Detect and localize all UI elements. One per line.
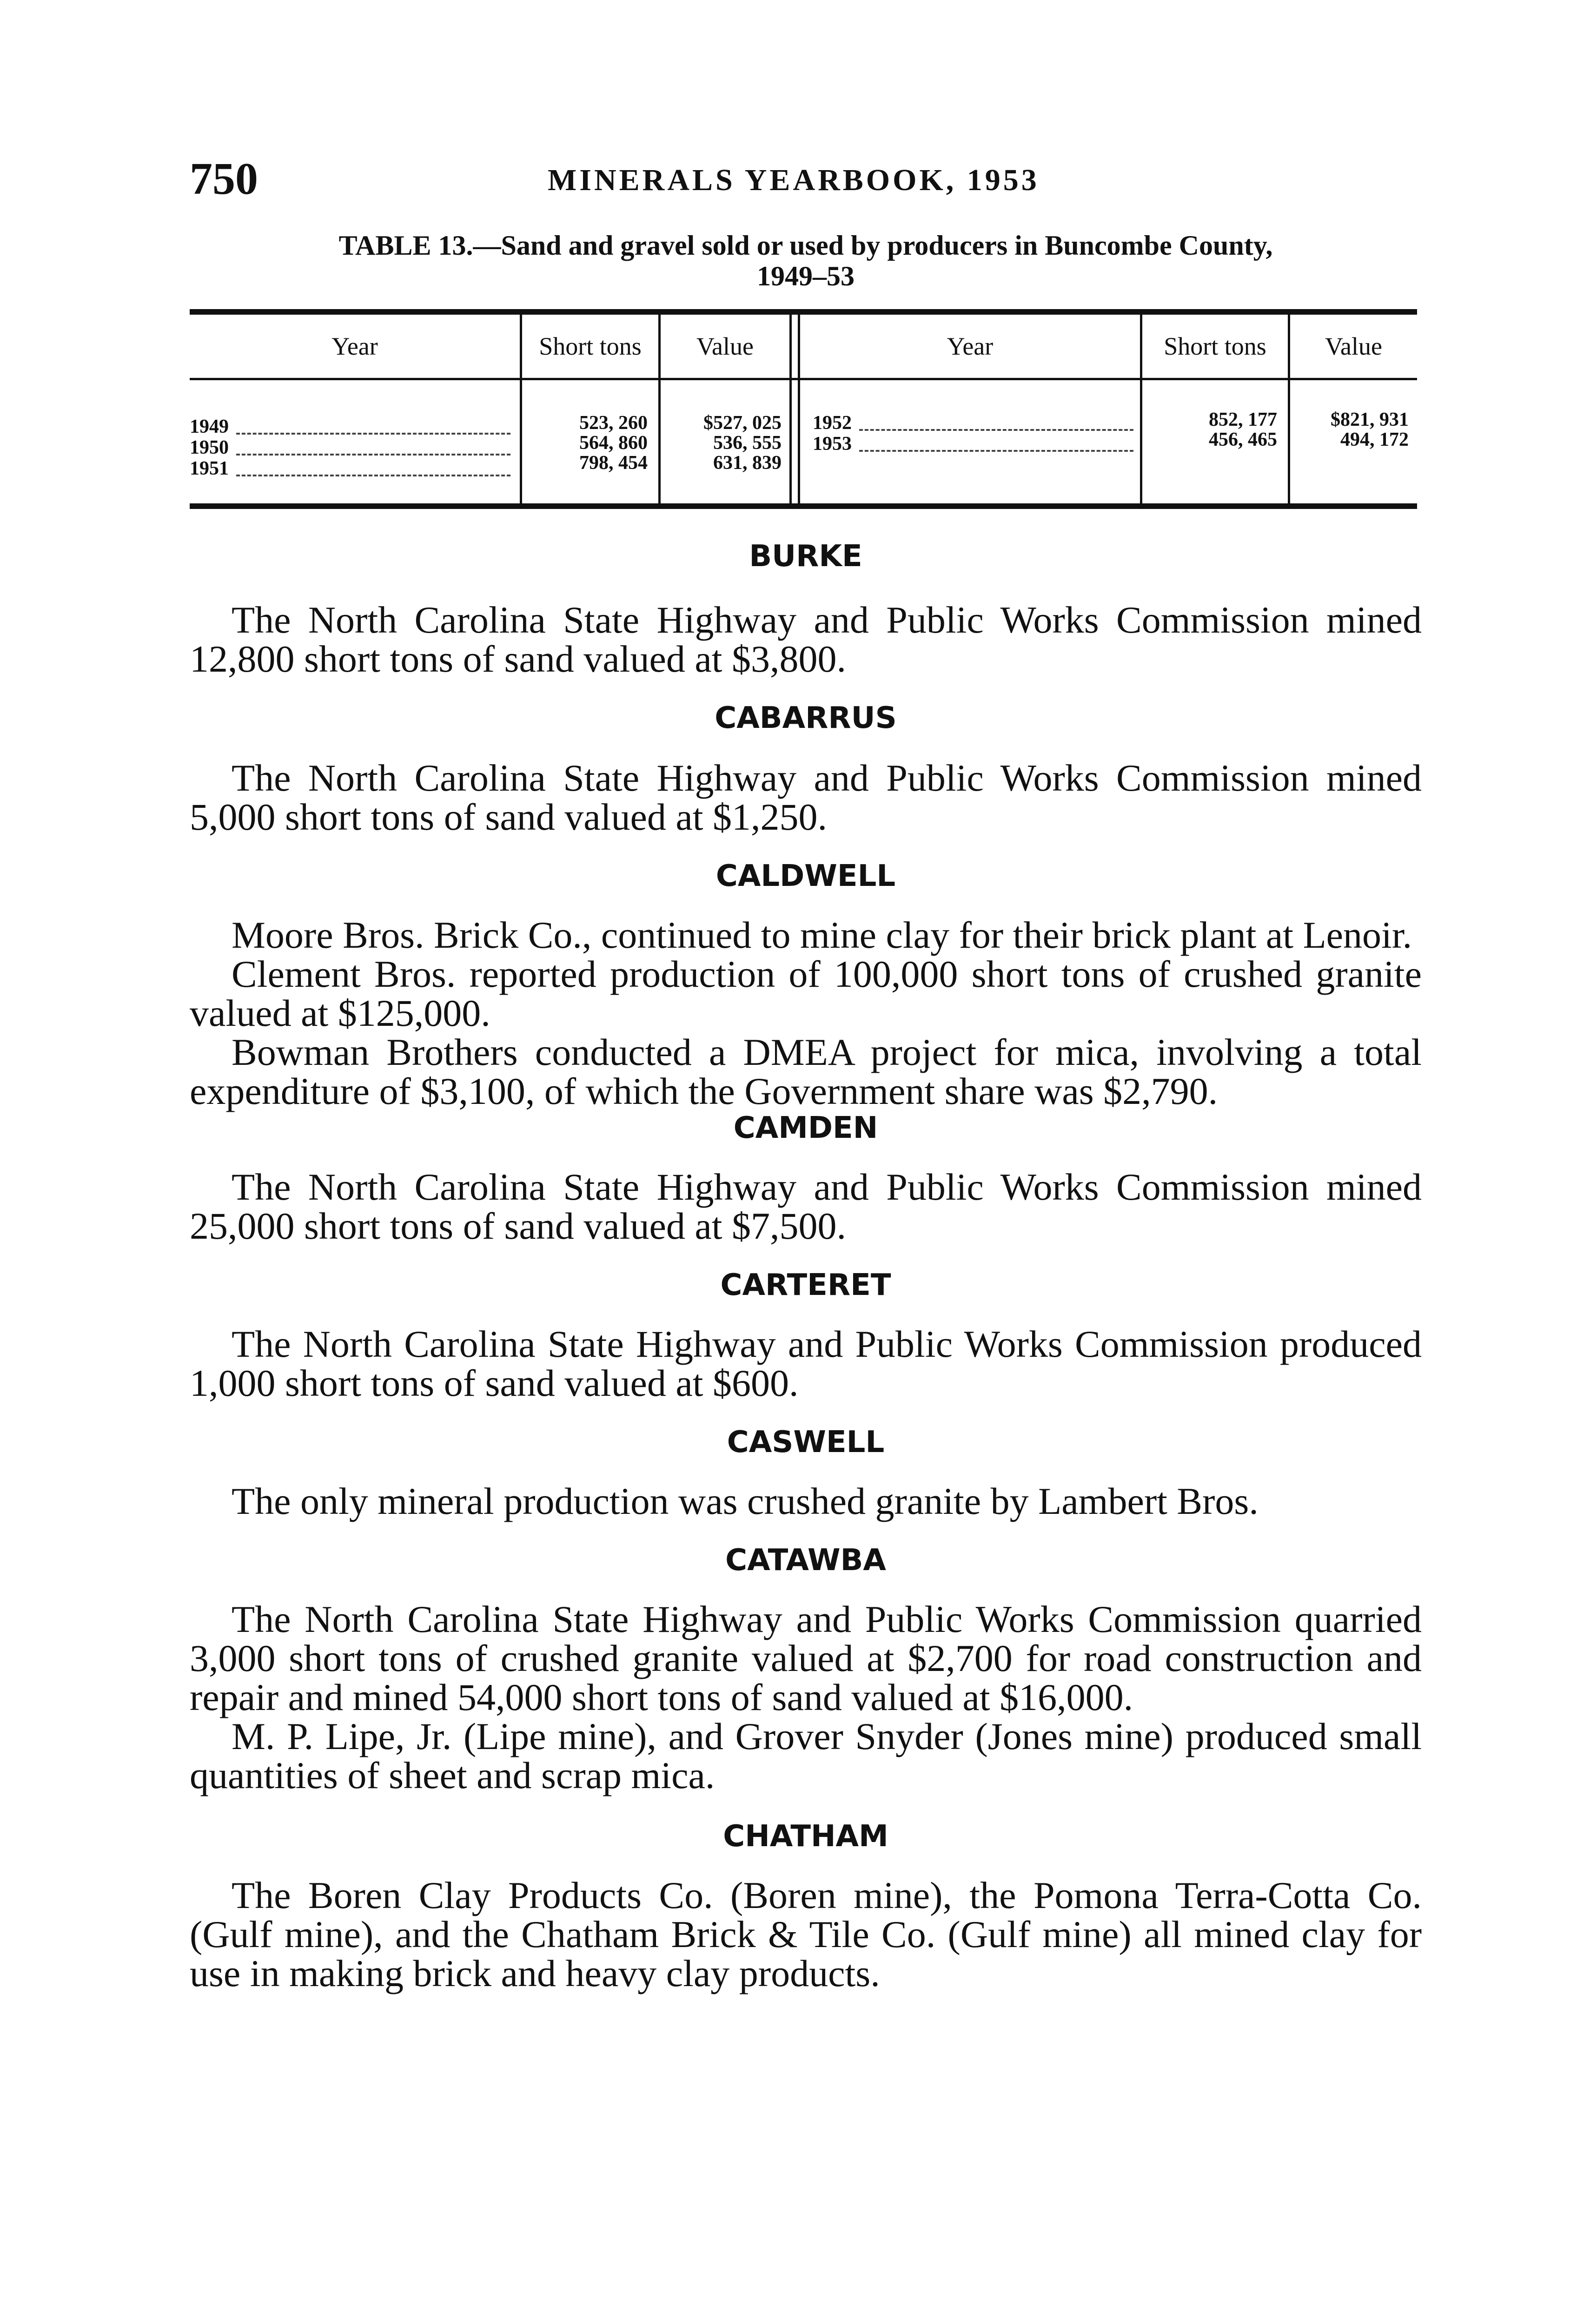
row-value: 536, 555: [713, 432, 782, 454]
section-heading-cabarrus: CABARRUS: [715, 701, 897, 735]
paragraph: The North Carolina State Highway and Public Works Commission mined 12,800 short tons of sand valued at $3,800.: [190, 599, 1422, 680]
dot-leader: [236, 433, 510, 435]
table-caption: [190, 230, 1422, 291]
section-heading-chatham: CHATHAM: [723, 1819, 888, 1854]
section-heading-caldwell: CALDWELL: [716, 859, 896, 893]
running-header: [190, 151, 1417, 207]
dot-leader: [859, 429, 1133, 431]
row-short-tons: 852, 177: [1209, 409, 1277, 430]
column-header-value: Value: [1325, 332, 1382, 360]
row-year: 1953: [813, 433, 852, 455]
dot-leader: [236, 475, 510, 476]
paragraph: The North Carolina State Highway and Public Works Commission quarried 3,000 short tons of crushed granite valued at $2,700 for road construction and repair and mined 54,000 short tons of sand valued at $16,000.: [190, 1598, 1422, 1718]
page-number: 750: [190, 154, 258, 204]
row-value: $821, 931: [1331, 409, 1409, 430]
row-short-tons: 564, 860: [579, 432, 648, 454]
paragraph: The North Carolina State Highway and Public Works Commission mined 25,000 short tons of sand valued at $7,500.: [190, 1166, 1422, 1247]
section-heading-catawba: CATAWBA: [725, 1543, 886, 1578]
row-short-tons: 798, 454: [579, 452, 648, 474]
running-title: MINERALS YEARBOOK, 1953: [548, 163, 1040, 197]
paragraph: The only mineral production was crushed granite by Lambert Bros.: [232, 1480, 1259, 1522]
row-year: 1950: [190, 437, 229, 458]
table-top-rule: [190, 309, 1417, 315]
row-short-tons: 523, 260: [579, 412, 648, 434]
row-year: 1949: [190, 416, 229, 437]
column-divider: [789, 315, 792, 503]
paragraph: The North Carolina State Highway and Public Works Commission mined 5,000 short tons of sand valued at $1,250.: [190, 757, 1422, 838]
section-heading-caswell: CASWELL: [727, 1425, 885, 1459]
paragraph: M. P. Lipe, Jr. (Lipe mine), and Grover Snyder (Jones mine) produced small quantities of sheet and scrap mica.: [190, 1715, 1422, 1796]
section-heading-camden: CAMDEN: [733, 1111, 878, 1145]
table-bottom-rule: [190, 503, 1417, 509]
row-value: 494, 172: [1340, 429, 1409, 450]
column-header-year: Year: [947, 332, 994, 360]
row-value: $527, 025: [703, 412, 782, 434]
column-header-short-tons: Short tons: [539, 332, 642, 360]
data-table: [190, 309, 1417, 509]
table-caption-line2: 1949–53: [757, 261, 855, 291]
paragraph: The North Carolina State Highway and Public Works Commission produced 1,000 short tons of sand valued at $600.: [190, 1323, 1422, 1404]
paragraph: Moore Bros. Brick Co., continued to mine clay for their brick plant at Lenoir.: [232, 914, 1412, 956]
section-heading-carteret: CARTERET: [720, 1268, 891, 1302]
row-value: 631, 839: [713, 452, 782, 474]
column-header-value: Value: [696, 332, 754, 360]
row-short-tons: 456, 465: [1209, 429, 1277, 450]
paragraph: The Boren Clay Products Co. (Boren mine), the Pomona Terra-Cotta Co. (Gulf mine), and the Chatham Brick & Tile Co. (Gulf mine) all mined clay for use in making brick and heavy clay products.: [190, 1874, 1422, 1994]
table-caption-line1: TABLE 13.—Sand and gravel sold or used by producers in Buncombe County,: [338, 230, 1273, 261]
column-header-short-tons: Short tons: [1164, 332, 1266, 360]
row-year: 1952: [813, 412, 852, 434]
dot-leader: [859, 450, 1133, 452]
section-heading-burke: BURKE: [749, 539, 862, 574]
table-header-rule: [190, 378, 1417, 380]
paragraph: Clement Bros. reported production of 100,000 short tons of crushed granite valued at $125,000.: [190, 953, 1422, 1034]
dot-leader: [236, 454, 510, 456]
paragraph: Bowman Brothers conducted a DMEA project for mica, involving a total expenditure of $3,100, of which the Government share was $2,790.: [190, 1031, 1422, 1112]
column-header-year: Year: [331, 332, 378, 360]
county-sections: [190, 535, 1422, 1993]
row-year: 1951: [190, 458, 229, 479]
